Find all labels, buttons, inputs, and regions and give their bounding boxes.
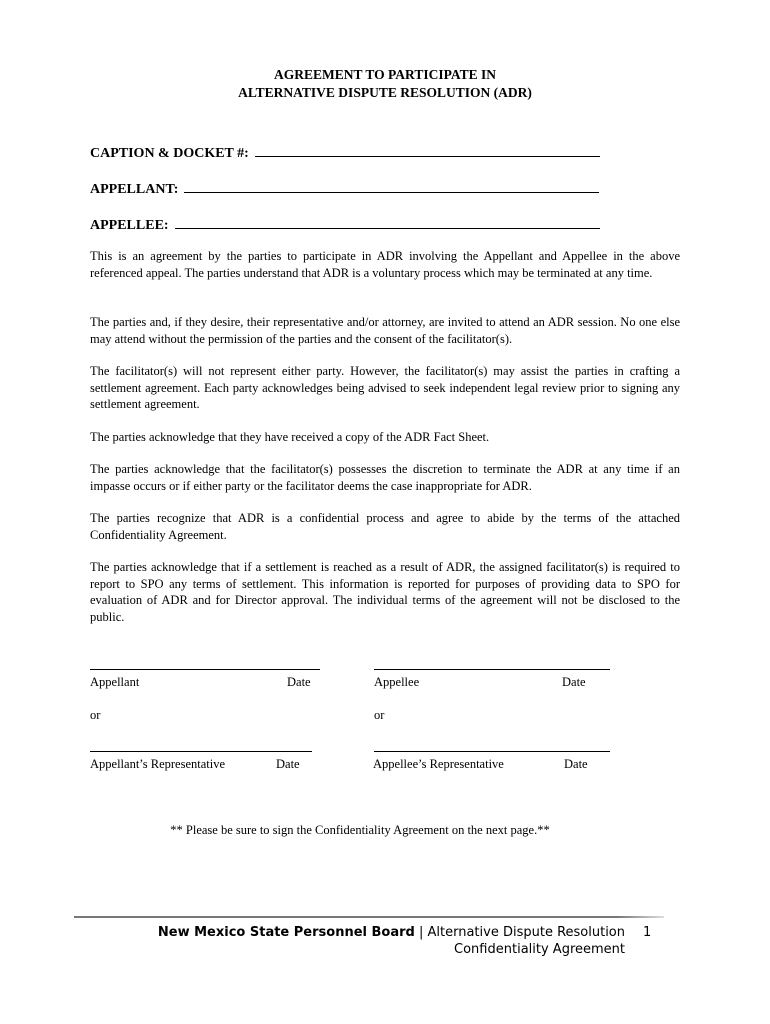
paragraph-fact-sheet: The parties acknowledge that they have received a copy of the ADR Fact Sheet. [90,430,490,444]
paragraph-facilitator: The facilitator(s) will not represent either party. However, the facilitator(s) may assist the parties in crafting a settlement agreement. Each party acknowledges being advised to seek independent legal review prior to signing any settlement agreement. [90,364,680,411]
appellant-rep-signature-line[interactable] [90,751,312,752]
paragraph-settlement: The parties acknowledge that if a settlement is reached as a result of ADR, the assigned facilitator(s) is required to report to SPO any terms of settlement. This information is reported for purposes of providing data to SPO for evaluation of ADR and for Director approval. The individual terms of the agreement will not be disclosed to the public. [90,560,680,624]
footer-organization: New Mexico State Personnel Board [157,925,415,940]
confidentiality-note: ** Please be sure to sign the Confidentiality Agreement on the next page.** [170,823,550,837]
paragraph-termination: The parties acknowledge that the facilitator(s) possesses the discretion to terminate the ADR at any time if an impasse occurs or if either party or the facilitator deems the case inappropriate for ADR. [90,462,680,493]
appellee-date-label: Date [562,675,586,689]
appellee-signature-label: Appellee [374,675,420,689]
appellant-signature-line[interactable] [90,669,320,670]
caption-docket-label: CAPTION & DOCKET #: [90,146,249,161]
paragraph-voluntary: This is an agreement by the parties to participate in ADR involving the Appellant and Appellee in the above referenced appeal. The parties understand that ADR is a voluntary process which may be terminated at any time. [90,249,680,280]
or-left: or [90,708,101,722]
appellee-rep-date-label: Date [564,757,588,771]
appellant-label: APPELLANT: [90,182,179,197]
appellee-rep-label: Appellee’s Representative [373,757,504,771]
document-title-line1: AGREEMENT TO PARTICIPATE IN [274,67,496,82]
page-number: 1 [643,925,652,940]
appellee-signature-line[interactable] [374,669,610,670]
appellant-line[interactable] [184,178,599,193]
footer-separator: | [414,925,428,940]
appellee-line[interactable] [175,214,600,229]
footer-line2: Confidentiality Agreement [454,942,625,957]
paragraph-confidential: The parties recognize that ADR is a confidential process and agree to abide by the terms of the attached Confidentiality Agreement. [90,511,680,542]
footer-line1-rest: Alternative Dispute Resolution [427,925,625,940]
appellant-date-label: Date [287,675,311,689]
footer-divider [74,916,664,918]
paragraph-attendance: The parties and, if they desire, their representative and/or attorney, are invited to attend an ADR session. No one else may attend without the permission of the parties and the consent of the facilitator(s). [90,315,680,346]
document-title-line2: ALTERNATIVE DISPUTE RESOLUTION (ADR) [238,85,532,100]
caption-docket-line[interactable] [255,142,600,157]
appellee-rep-signature-line[interactable] [374,751,610,752]
appellant-rep-label: Appellant’s Representative [90,757,226,771]
footer-text [100,924,625,958]
or-right: or [374,708,385,722]
appellant-rep-date-label: Date [276,757,300,771]
appellant-field [90,178,599,199]
appellee-label: APPELLEE: [90,218,169,233]
footer-line1 [100,924,625,941]
caption-docket-field [90,142,600,163]
appellant-signature-label: Appellant [90,675,140,689]
appellee-field [90,214,600,235]
